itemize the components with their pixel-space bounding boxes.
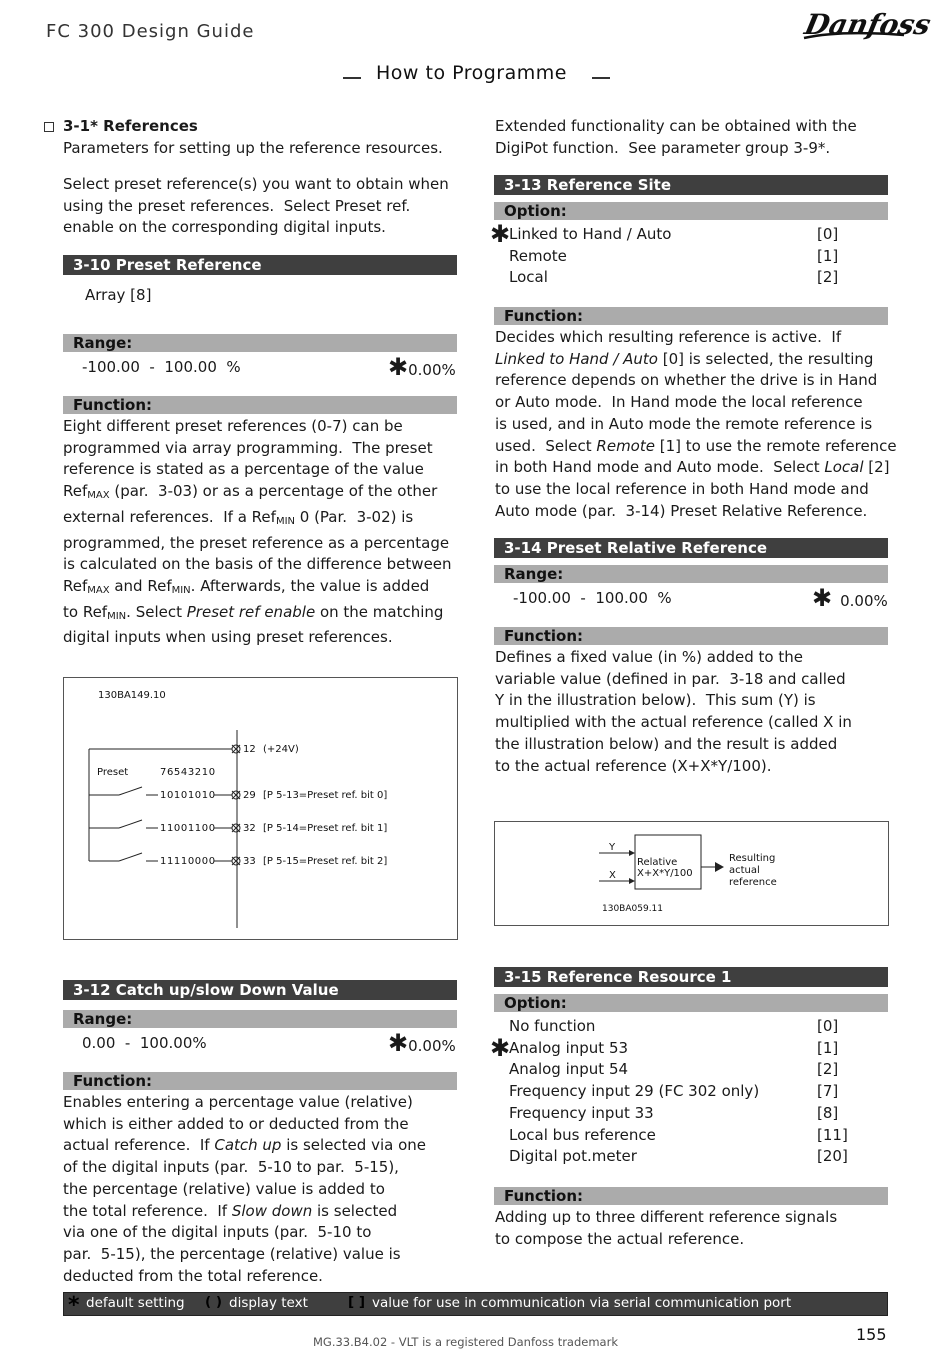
svg-text:12: 12 <box>243 744 256 755</box>
text-line: the percentage (relative) value is added to <box>63 1179 385 1198</box>
right-intro <box>495 116 895 159</box>
param-3-13-title: 3-13 Reference Site <box>494 175 888 195</box>
option-value: [1] <box>817 1038 839 1057</box>
text-line: Ref$_{MAX}$ (par. 3-03) or as a percentage of the other <box>63 482 438 502</box>
text-line: or Auto mode. In Hand mode the local reference <box>495 393 863 412</box>
svg-text:Y: Y <box>609 842 616 853</box>
default-star-icon: ✱ <box>490 1033 511 1062</box>
text-line: Extended functionality can be obtained with the <box>495 117 857 135</box>
option-value: [2] <box>817 268 839 287</box>
text-line: external references. If a Ref$_{MIN}$ 0 (Par. 3-02) is <box>63 507 414 527</box>
brand-logo <box>800 2 934 46</box>
text-line: the illustration below) and the result is added <box>495 734 838 753</box>
intro-paragraph <box>63 174 463 239</box>
brand-logo-text: Danfoss <box>801 7 934 41</box>
default-star-icon: ✱ <box>388 353 409 381</box>
param-3-12-range: 0.00 - 100.00% <box>82 1034 207 1052</box>
text-line: programmed via array programming. The preset <box>63 438 433 457</box>
param-3-12-default: ✱0.00% <box>388 1029 456 1057</box>
preset-label: Preset <box>97 767 129 778</box>
text-line: digital inputs when using preset references. <box>63 628 393 647</box>
text-line: using the preset references. Select Preset ref. <box>63 196 411 215</box>
svg-text:reference: reference <box>729 877 777 888</box>
option-label: Analog input 53 <box>509 1038 629 1057</box>
text-line: the total reference. If Slow down is selected <box>63 1201 398 1220</box>
param-3-10-default: ✱0.00% <box>388 353 456 381</box>
svg-text:(+24V): (+24V) <box>263 744 299 755</box>
svg-text:X+X*Y/100: X+X*Y/100 <box>637 868 693 879</box>
group-intro: Parameters for setting up the reference resources. <box>63 139 443 157</box>
text-line: is calculated on the basis of the difference between <box>63 555 452 574</box>
option-label: Analog input 54 <box>509 1060 629 1079</box>
text-line: Select preset reference(s) you want to obtain when <box>63 175 449 193</box>
text-line: to compose the actual reference. <box>495 1229 745 1248</box>
text-line: actual reference. If Catch up is selected via one <box>63 1136 426 1155</box>
option-label: Frequency input 33 <box>509 1103 654 1122</box>
relative-reference-diagram <box>494 821 889 926</box>
svg-text:32: 32 <box>243 823 256 834</box>
option-label: Digital pot.meter <box>509 1147 637 1166</box>
svg-text:10101010: 10101010 <box>160 790 216 801</box>
text-line: of the digital inputs (par. 5-10 to par. 5-15), <box>63 1158 399 1177</box>
option-label: Local <box>509 268 548 287</box>
param-3-12-range-label: Range: <box>63 1010 457 1028</box>
legend-star-icon: * <box>68 1293 80 1318</box>
text-line: reference depends on whether the drive is in Hand <box>495 371 878 390</box>
option-value: [0] <box>817 1017 839 1035</box>
param-3-10-range-label: Range: <box>63 334 457 352</box>
text-line: enable on the corresponding digital inputs. <box>63 218 386 237</box>
svg-text:Relative: Relative <box>637 857 678 868</box>
document-title: FC 300 Design Guide <box>46 21 255 42</box>
text-line: to the actual reference (X+X*Y/100). <box>495 756 772 775</box>
svg-text:33: 33 <box>243 856 256 867</box>
text-line: to use the local reference in both Hand mode and <box>495 479 869 498</box>
param-3-10-title: 3-10 Preset Reference <box>63 255 457 275</box>
diagram-code: 130BA059.11 <box>602 904 664 914</box>
svg-text:Resulting: Resulting <box>729 853 776 864</box>
option-value: [1] <box>817 246 839 265</box>
legend-bracket: [ ] <box>348 1294 366 1310</box>
param-3-13-function-label: Function: <box>494 307 888 325</box>
option-label: Local bus reference <box>509 1125 656 1144</box>
text-line: in both Hand mode and Auto mode. Select Local [2] <box>495 458 890 477</box>
default-star-icon: ✱ <box>812 584 833 612</box>
text-line: Auto mode (par. 3-14) Preset Relative Reference. <box>495 501 868 520</box>
param-3-10-function-text <box>63 416 463 649</box>
option-value: [20] <box>817 1147 848 1166</box>
param-3-13-function-text <box>495 327 895 522</box>
svg-text:11001100: 11001100 <box>160 823 216 834</box>
legend-bracket-text: value for use in communication via serial communication port <box>372 1295 792 1311</box>
text-line: DigiPot function. See parameter group 3-9*. <box>495 138 831 157</box>
text-line: Eight different preset references (0-7) can be <box>63 417 403 435</box>
text-line: variable value (defined in par. 3-18 and called <box>495 669 846 688</box>
legend-star-text: default setting <box>86 1295 185 1311</box>
group-heading: 3-1* References <box>63 117 198 135</box>
option-label: Remote <box>509 246 567 265</box>
param-3-15-option-label: Option: <box>494 994 888 1012</box>
default-star-icon: ✱ <box>490 220 511 248</box>
param-3-14-default: ✱ 0.00% <box>812 584 888 612</box>
param-3-12-title: 3-12 Catch up/slow Down Value <box>63 980 457 1000</box>
param-3-14-function-text <box>495 647 895 777</box>
param-3-10-array: Array [8] <box>85 286 152 304</box>
diagram-code: 130BA149.10 <box>98 690 166 701</box>
param-3-13-option-label: Option: <box>494 202 888 220</box>
param-3-12-function-text <box>63 1092 463 1287</box>
text-line: deducted from the total reference. <box>63 1266 323 1285</box>
text-line: Y in the illustration below). This sum (Y) is <box>495 691 816 710</box>
text-line: par. 5-15), the percentage (relative) value is <box>63 1244 401 1263</box>
legend-bar <box>63 1292 888 1316</box>
svg-text:29: 29 <box>243 790 256 801</box>
page-number: 155 <box>856 1325 887 1344</box>
text-line: Decides which resulting reference is active. If <box>495 328 842 346</box>
param-3-14-function-label: Function: <box>494 627 888 645</box>
group-checkbox-icon <box>44 122 54 132</box>
param-3-14-range-label: Range: <box>494 565 888 583</box>
section-title-bar <box>340 60 620 90</box>
svg-text:[P 5-13=Preset ref. bit 0]: [P 5-13=Preset ref. bit 0] <box>263 790 388 801</box>
text-line: reference is stated as a percentage of the value <box>63 460 424 479</box>
option-value: [8] <box>817 1103 839 1122</box>
param-3-15-function-label: Function: <box>494 1187 888 1205</box>
legend-paren-text: display text <box>229 1295 308 1311</box>
section-title: How to Programme <box>376 62 567 84</box>
param-3-12-function-label: Function: <box>63 1072 457 1090</box>
text-line: via one of the digital inputs (par. 5-10 to <box>63 1223 372 1242</box>
option-value: [2] <box>817 1060 839 1079</box>
preset-reference-diagram <box>63 677 458 940</box>
text-line: Enables entering a percentage value (relative) <box>63 1093 413 1111</box>
option-value: [11] <box>817 1125 848 1144</box>
option-label: Frequency input 29 (FC 302 only) <box>509 1082 760 1101</box>
param-3-10-function-label: Function: <box>63 396 457 414</box>
option-label: Linked to Hand / Auto <box>509 225 672 243</box>
text-line: is used, and in Auto mode the remote reference is <box>495 414 873 433</box>
text-line: which is either added to or deducted from the <box>63 1114 409 1133</box>
svg-text:X: X <box>609 870 616 881</box>
legend-paren: ( ) <box>205 1294 223 1310</box>
text-line: Defines a fixed value (in %) added to the <box>495 648 803 666</box>
text-line: Linked to Hand / Auto [0] is selected, the resulting <box>495 349 874 368</box>
svg-text:[P 5-15=Preset ref. bit 2]: [P 5-15=Preset ref. bit 2] <box>263 856 388 867</box>
param-3-14-title: 3-14 Preset Relative Reference <box>494 538 888 558</box>
param-3-14-range: -100.00 - 100.00 % <box>513 589 672 607</box>
param-3-15-function-text <box>495 1207 895 1250</box>
text-line: multiplied with the actual reference (called X in <box>495 713 852 732</box>
option-value: [7] <box>817 1082 839 1101</box>
svg-text:actual: actual <box>729 865 760 876</box>
bits-header: 76543210 <box>160 767 216 778</box>
text-line: Adding up to three different reference signals <box>495 1208 838 1226</box>
param-3-10-range: -100.00 - 100.00 % <box>82 358 241 376</box>
option-label: No function <box>509 1017 596 1035</box>
text-line: used. Select Remote [1] to use the remote reference <box>495 436 897 455</box>
option-value: [0] <box>817 225 839 243</box>
text-line: Ref$_{MAX}$ and Ref$_{MIN}$. Afterwards, the value is added <box>63 576 430 596</box>
svg-text:11110000: 11110000 <box>160 856 216 867</box>
param-3-15-title: 3-15 Reference Resource 1 <box>494 967 888 987</box>
footer-doc-ref: MG.33.B4.02 - VLT is a registered Danfoss trademark <box>313 1335 618 1349</box>
default-star-icon: ✱ <box>388 1029 409 1057</box>
svg-text:[P 5-14=Preset ref. bit 1]: [P 5-14=Preset ref. bit 1] <box>263 823 388 834</box>
text-line: to Ref$_{MIN}$. Select Preset ref enable on the matching <box>63 602 444 622</box>
text-line: programmed, the preset reference as a percentage <box>63 533 450 552</box>
